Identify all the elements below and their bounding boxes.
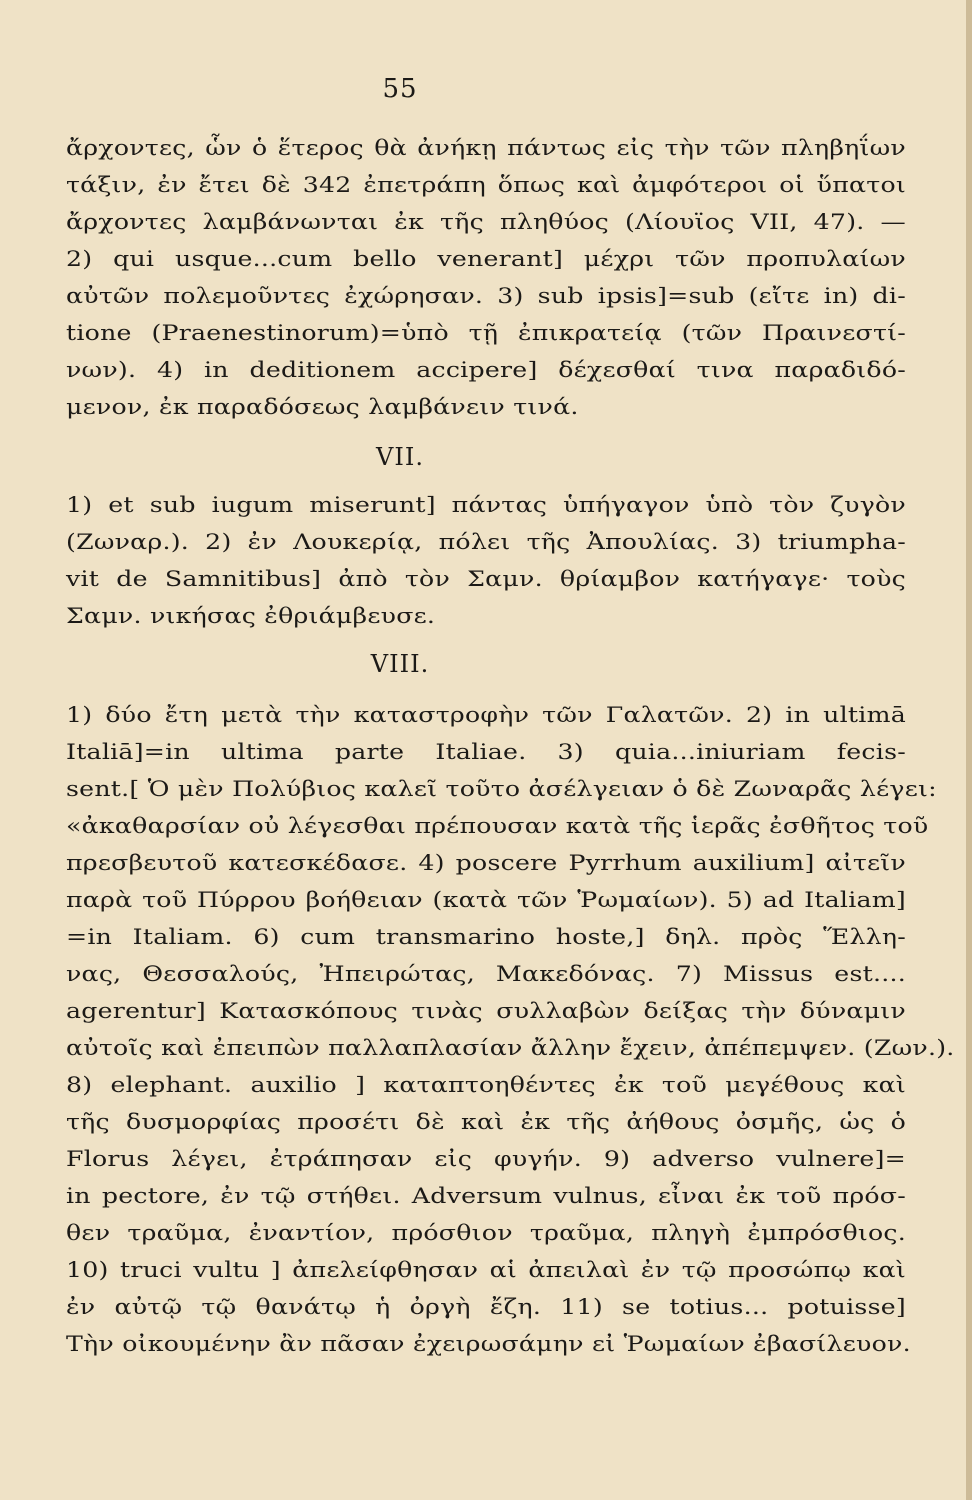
section-heading-viii: VIII. (370, 650, 430, 678)
text-line: Σαμν. νικήσας ἐθριάμβευσε. (66, 604, 436, 628)
text-line: sent.[ Ὁ μὲν Πολύβιος καλεῖ τοῦτο ἀσέλγειαν ὁ δὲ Ζωναρᾶς λέγει: (66, 777, 937, 801)
text-line: 10) truci vultu ] ἀπελείφθησαν αἱ ἀπειλαὶ ἐν τῷ προσώπῳ καὶ (66, 1258, 907, 1282)
text-line: νας, Θεσσαλούς, Ἠπειρώτας, Μακεδόνας. 7) Missus est.... (66, 962, 907, 986)
text-line: αὐτοῖς καὶ ἐπειπὼν παλλαπλασίαν ἄλλην ἔχειν, ἀπέπεμψεν. (Ζων.). (66, 1036, 955, 1060)
section-heading-vii: VII. (376, 443, 424, 471)
section-viii-paragraph (66, 697, 955, 1363)
text-line: agerentur] Κατασκόπους τινὰς συλλαβὼν δείξας τὴν δύναμιν (66, 999, 907, 1023)
text-line: vit de Samnitibus] ἀπὸ τὸν Σαμν. θρίαμβον κατήγαγε· τοὺς (66, 567, 907, 591)
text-line: Τὴν οἰκουμένην ἂν πᾶσαν ἐχειρωσάμην εἰ Ῥωμαίων ἐβασίλευον. (66, 1332, 911, 1356)
text-line: ἐν αὐτῷ τῷ θανάτῳ ἡ ὀργὴ ἔζη. 11) se totius... potuisse] (66, 1295, 907, 1319)
text-line: «ἀκαθαρσίαν οὐ λέγεσθαι πρέπουσαν κατὰ τῆς ἱερᾶς ἐσθῆτος τοῦ (66, 814, 929, 838)
text-line: τάξιν, ἐν ἔτει δὲ 342 ἐπετράπη ὅπως καὶ ἀμφότεροι οἱ ὕπατοι (66, 173, 907, 197)
text-line: 8) elephant. auxilio ] καταπτοηθέντες ἐκ τοῦ μεγέθους καὶ (66, 1073, 907, 1097)
text-line: ἄρχοντες λαμβάνωνται ἐκ τῆς πληθύος (Λίουϊος VII, 47). — (66, 210, 907, 234)
text-line: in pectore, ἐν τῷ στήθει. Adversum vulnus, εἶναι ἐκ τοῦ πρόσ- (66, 1184, 907, 1208)
text-line: μενον, ἐκ παραδόσεως λαμβάνειν τινά. (66, 395, 579, 419)
text-line: θεν τραῦμα, ἐναντίον, πρόσθιον τραῦμα, πληγὴ ἐμπρόσθιος. (66, 1221, 907, 1245)
text-line: ἄρχοντες, ὧν ὁ ἕτερος θὰ ἀνήκῃ πάντως εἰς τὴν τῶν πληβηΐων (66, 136, 907, 160)
text-line: tione (Praenestinorum)=ὑπὸ τῇ ἐπικρατείᾳ (τῶν Πραινεστί- (66, 321, 907, 345)
intro-paragraph (66, 130, 906, 426)
text-line: παρὰ τοῦ Πύρρου βοήθειαν (κατὰ τῶν Ῥωμαίων). 5) ad Italiam] (66, 888, 907, 912)
text-line: Florus λέγει, ἐτράπησαν εἰς φυγήν. 9) adverso vulnere]= (66, 1147, 907, 1171)
text-line: 1) δύο ἔτη μετὰ τὴν καταστροφὴν τῶν Γαλατῶν. 2) in ultimā (66, 703, 907, 727)
text-line: αὐτῶν πολεμοῦντες ἐχώρησαν. 3) sub ipsis]=sub (εἴτε in) di- (66, 284, 907, 308)
text-line: 1) et sub iugum miserunt] πάντας ὑπήγαγον ὑπὸ τὸν ζυγὸν (66, 493, 907, 517)
page-number: 55 (382, 74, 418, 104)
section-vii-paragraph (66, 487, 906, 635)
text-line: νων). 4) in deditionem accipere] δέχεσθαί τινα παραδιδό- (66, 358, 907, 382)
text-line: 2) qui usque...cum bello venerant] μέχρι τῶν προπυλαίων (66, 247, 907, 271)
text-line: τῆς δυσμορφίας προσέτι δὲ καὶ ἐκ τῆς ἀήθους ὀσμῆς, ὡς ὁ (66, 1110, 907, 1134)
text-line: (Ζωναρ.). 2) ἐν Λουκερίᾳ, πόλει τῆς Ἀπουλίας. 3) triumpha- (66, 530, 907, 554)
text-line: Italiā]=in ultima parte Italiae. 3) quia...iniuriam fecis- (66, 740, 907, 764)
text-line: =in Italiam. 6) cum transmarino hoste,] δηλ. πρὸς Ἕλλη- (66, 925, 907, 949)
text-line: πρεσβευτοῦ κατεσκέδασε. 4) poscere Pyrrhum auxilium] αἰτεῖν (66, 851, 907, 875)
